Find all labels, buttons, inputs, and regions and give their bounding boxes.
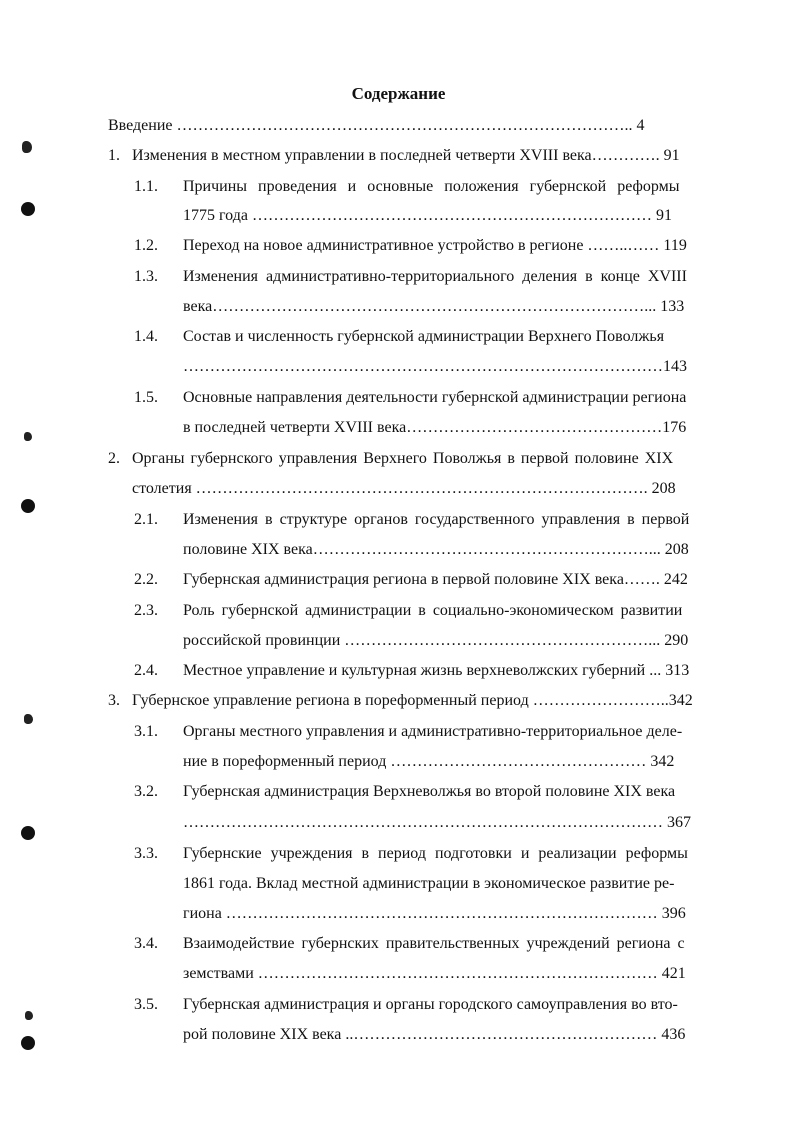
toc-number: 3.1. xyxy=(134,723,158,740)
toc-number: 2.1. xyxy=(134,511,158,528)
toc-line: российской провинции …………………………………………………... 290 xyxy=(183,632,689,649)
punch-hole xyxy=(21,826,35,840)
punch-hole xyxy=(21,1036,35,1050)
toc-number: 1.2. xyxy=(134,237,158,254)
toc-number: 3.2. xyxy=(134,783,158,800)
toc-line: Роль губернской администрации в социально-экономическом развитии xyxy=(183,602,683,619)
toc-line: Причины проведения и основные положения губернской реформы xyxy=(183,178,680,195)
punch-hole xyxy=(21,499,35,513)
toc-line: ………………………………………………………………………………143 xyxy=(183,358,687,375)
toc-line: гиона ……………………………………………………………………… 396 xyxy=(183,905,686,922)
toc-number: 3.5. xyxy=(134,996,158,1013)
toc-line: столетия …………………………………………………………………………. 208 xyxy=(132,480,676,497)
toc-line: рой половине XIX века ..………………………………………………… 436 xyxy=(183,1026,686,1043)
toc-line: Изменения в местном управлении в последней четверти XVIII века…………. 91 xyxy=(132,147,680,164)
toc-line: Изменения в структуре органов государственного управления в первой xyxy=(183,511,690,528)
toc-number: 3.3. xyxy=(134,845,158,862)
toc-line: Губернская администрация Верхневолжья во второй половине XIX века xyxy=(183,783,676,800)
toc-line: 1861 года. Вклад местной администрации в экономическое развитие ре- xyxy=(183,875,675,892)
toc-number: 2.4. xyxy=(134,662,158,679)
toc-line: Местное управление и культурная жизнь верхневолжских губерний ... 313 xyxy=(183,662,690,679)
toc-line: 1775 года ………………………………………………………………… 91 xyxy=(183,207,672,224)
punch-hole xyxy=(21,202,35,216)
toc-line: Взаимодействие губернских правительственных учреждений региона с xyxy=(183,935,685,952)
toc-line: Органы губернского управления Верхнего Поволжья в первой половине XIX xyxy=(132,450,674,467)
toc-number: 1.5. xyxy=(134,389,158,406)
toc-number: 2.3. xyxy=(134,602,158,619)
toc-number: 1.4. xyxy=(134,328,158,345)
toc-number: 1.1. xyxy=(134,178,158,195)
toc-number: 2.2. xyxy=(134,571,158,588)
toc-line: Губернская администрация и органы городского самоуправления во вто- xyxy=(183,996,678,1013)
toc-line: Губернская администрация региона в первой половине XIX века……. 242 xyxy=(183,571,688,588)
ink-blot xyxy=(24,432,32,441)
toc-line: Переход на новое административное устройство в регионе ……..…… 119 xyxy=(183,237,687,254)
ink-blot xyxy=(25,1011,33,1020)
toc-line: века………………………………………………………………………... 133 xyxy=(183,298,685,315)
toc-line: Губернские учреждения в период подготовки и реализации реформы xyxy=(183,845,688,862)
toc-line: в последней четверти XVIII века…………………………………………176 xyxy=(183,419,687,436)
toc-number: 2. xyxy=(108,450,120,467)
toc-line: Губернское управление региона в пореформенный период ……………………..342 xyxy=(132,692,693,709)
toc-line: Изменения административно-территориального деления в конце XVIII xyxy=(183,268,687,285)
toc-line: половине XIX века………………………………………………………... 208 xyxy=(183,541,689,558)
toc-line: ……………………………………………………………………………… 367 xyxy=(183,814,691,831)
toc-number: 1. xyxy=(108,147,120,164)
ink-blot xyxy=(22,141,32,153)
toc-number: 1.3. xyxy=(134,268,158,285)
toc-number: 3.4. xyxy=(134,935,158,952)
toc-line: ние в пореформенный период ………………………………………… 342 xyxy=(183,753,675,770)
ink-blot xyxy=(24,714,33,724)
page-title: Содержание xyxy=(351,84,446,103)
toc-line: Основные направления деятельности губернской администрации региона xyxy=(183,389,687,406)
toc-line: Введение ………………………………………………………………………….. 4 xyxy=(108,117,645,134)
toc-number: 3. xyxy=(108,692,120,709)
toc-line: Органы местного управления и административно-территориальное деле- xyxy=(183,723,683,740)
toc-line: Состав и численность губернской администрации Верхнего Поволжья xyxy=(183,328,665,345)
toc-line: земствами ………………………………………………………………… 421 xyxy=(183,965,686,982)
